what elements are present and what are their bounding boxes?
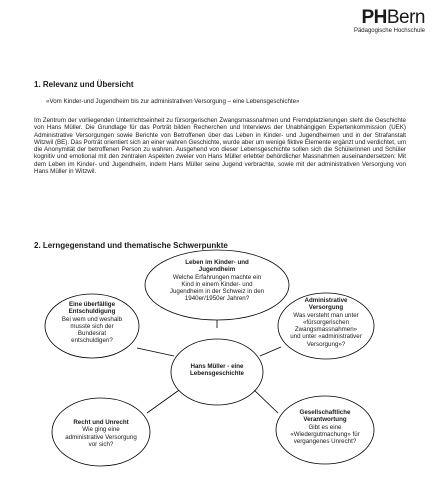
node-right [289, 297, 363, 348]
node-center [181, 363, 253, 378]
node-right-title: Administrative Versorgung [304, 297, 348, 312]
connector-bottom-left [147, 388, 182, 413]
node-bottom-right-question: Gibt es eine «Wiedergutmachung» für vergangenes Unrecht? [290, 423, 360, 446]
node-top-question: Welche Erfahrungen machte ein Kind in einem Kinder- und Jugendheim in der Schweiz in den 1940er/1950er Jahren? [169, 273, 265, 303]
section2-heading: 2. Lerngegenstand und thematische Schwerpunkte [34, 241, 228, 250]
connector-right [260, 347, 281, 356]
node-top [167, 259, 267, 303]
connector-bottom-right [252, 388, 278, 413]
node-bottom-right-title: Gesellschaftliche Verantwortung [299, 409, 351, 424]
logo-bern: Bern [386, 7, 425, 28]
connector-left [137, 348, 174, 356]
node-bottom-right [289, 409, 361, 445]
node-right-question: Was versteht man unter «fürsorgerischen Zwangsmassnahmen» und unter «administrativer Versorgung»? [290, 311, 362, 348]
node-left-question: Bei wem und weshalb musste sich der Bundesrat entschuldigen? [61, 315, 123, 345]
node-left [60, 301, 124, 345]
section1-paragraph: Im Zentrum der vorliegenden Unterrichtseinheit zu fürsorgerischen Zwangsmassnahmen und Fremdplatzierungen steht die Geschichte von Hans Müller. Die Grundlage für das Porträt bilden Recherchen und Interviews der Unabhängigen Expertenkommission (UEK) Administrative Versorgungen sowie Berichte von Betroffenen über das Leben in Kinder- und Jugendheimen und in der Strafanstalt Witzwil (BE). Das Porträt orientiert sich an einer wahren Geschichte, wurde aber um wenige fiktive Elemente ergänzt und verdichtet, um die Anonymität der betroffenen Person zu wahren. Ausgehend von dieser Lebensgeschichte sollen sich die Schülerinnen und Schüler kognitiv und emotional mit den zentralen Aspekten zweier von Hans Müller erlebter behördlicher Massnahmen auseinandersetzen: Mit dem Leben im Kinder- und Jugendheim, indem Hans Müller seine Jugend verbrachte, sowie mit der administrativen Versorgung von Hans Müller in Witzwil. [34, 117, 406, 176]
node-bottom-left [65, 419, 137, 448]
node-left-title: Eine überfällige Entschuldigung [68, 301, 116, 316]
section1-quote: «Vom Kinder-und Jugendheim bis zur administrativen Versorgung – eine Lebensgeschichte» [46, 98, 300, 105]
logo-ph: PH [361, 7, 387, 28]
node-bottom-left-question: Wie ging eine administrative Versorgung vor sich? [65, 426, 137, 448]
section1-heading: 1. Relevanz und Übersicht [34, 80, 134, 89]
logo-subtitle: Pädagogische Hochschule [353, 28, 425, 34]
node-top-title: Leben im Kinder- und Jugendheim [185, 259, 249, 274]
node-bottom-left-title: Recht und Unrecht [73, 419, 129, 426]
node-center-title: Hans Müller - eine Lebensgeschichte [190, 363, 244, 378]
